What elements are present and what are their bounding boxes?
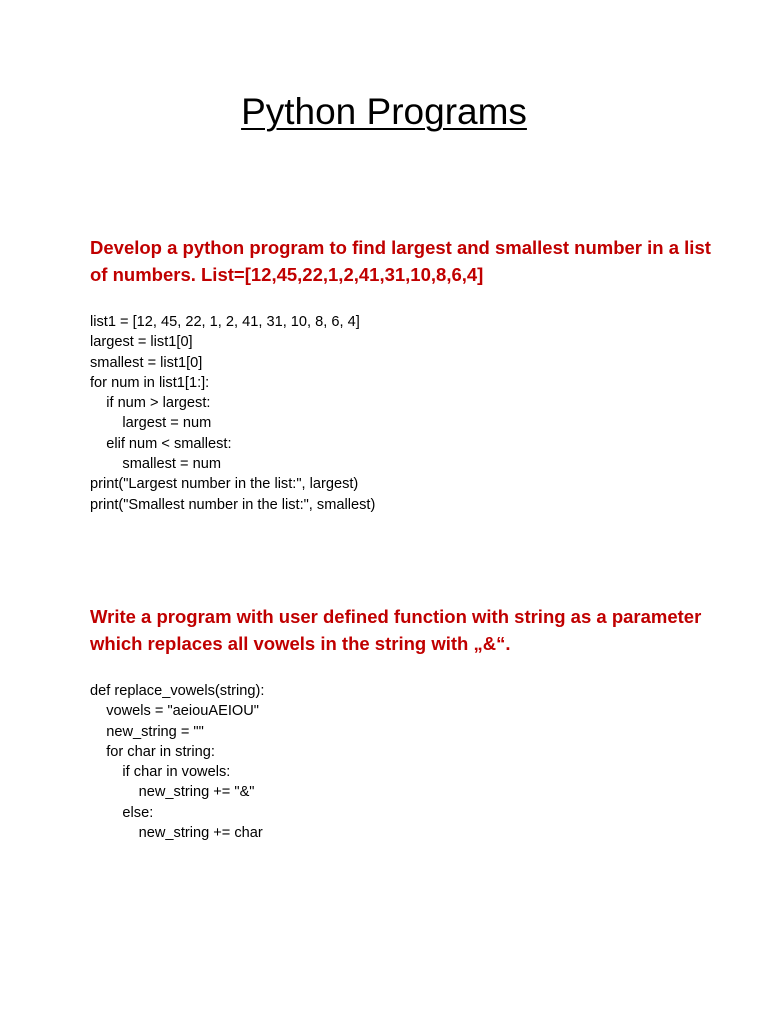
code-line: new_string += char [90, 825, 263, 842]
code-line: largest = num [90, 415, 212, 432]
page-title-text: Python Programs [241, 91, 527, 132]
code-line: def replace_vowels(string): [90, 683, 265, 699]
code-line: new_string += "&" [90, 784, 255, 801]
code-line: if char in vowels: [90, 764, 231, 781]
code-line: elif num < smallest: [90, 435, 232, 452]
code-block-1 [90, 312, 375, 515]
code-line: else: [90, 804, 154, 821]
code-line: largest = list1[0] [90, 334, 193, 351]
question-1: Develop a python program to find largest and smallest number in a list of numbers. List=[12,45,22,1,2,41,31,10,8,6,4] [90, 237, 711, 285]
code-line: for char in string: [90, 743, 215, 760]
code-line: smallest = list1[0] [90, 354, 203, 371]
page-title [0, 88, 768, 136]
code-line: print("Smallest number in the list:", smallest) [90, 496, 376, 513]
code-line: list1 = [12, 45, 22, 1, 2, 41, 31, 10, 8, 6, 4] [90, 314, 360, 330]
question-2: Write a program with user defined function with string as a parameter which replaces all vowels in the string with „&“. [90, 606, 702, 654]
code-line: for num in list1[1:]: [90, 374, 210, 391]
code-line: smallest = num [90, 456, 221, 473]
code-line: vowels = "aeiouAEIOU" [90, 703, 259, 720]
code-block-2 [90, 681, 264, 843]
code-line: if num > largest: [90, 395, 211, 412]
code-line: print("Largest number in the list:", largest) [90, 476, 359, 493]
code-line: new_string = "" [90, 723, 204, 740]
